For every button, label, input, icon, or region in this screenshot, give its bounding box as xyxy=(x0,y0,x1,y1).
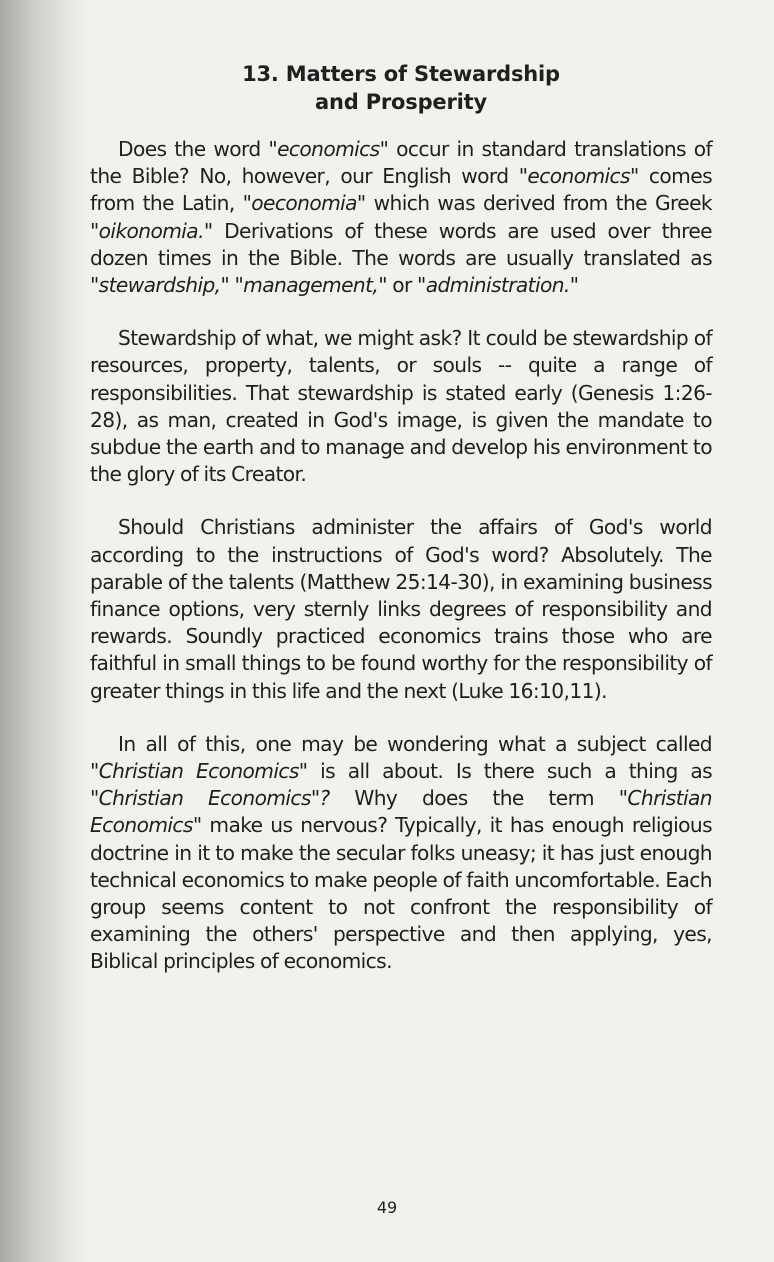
italic-run: "stewardship," "management," xyxy=(90,273,387,298)
text-run: comes from the Latin, xyxy=(90,164,712,216)
text-run: Why does the term xyxy=(329,786,619,811)
italic-run: "Christian Economics" xyxy=(90,786,712,838)
text-run: In all of this, one may be wondering what a subject called " xyxy=(90,731,712,784)
italic-run: "oikonomia." xyxy=(90,218,213,243)
italic-run: "oeconomia" xyxy=(242,191,366,216)
text-run: Derivations of these words are used over three dozen times in the Bible. The words are usually translated as xyxy=(90,218,712,270)
italic-run: "economics" xyxy=(268,137,389,161)
italic-run: "Christian Economics"? xyxy=(90,786,330,811)
text-run: Should Christians administer the affairs of God's world according to the instructions of God's word? Absolutely. The parable of the talents (Matthew 25:14-30), in examining business finance options, very sternly links degrees of responsibility and rewards. Soundly practiced economics trains those who are faithful in small things to be found worthy for the responsibility of greater things in this life and the next (Luke 16:10,11). xyxy=(90,515,712,703)
page-gutter-shadow xyxy=(0,0,90,1262)
text-run: or xyxy=(386,273,418,298)
page-number: 49 xyxy=(376,1198,398,1217)
paragraph-2 xyxy=(90,325,712,488)
chapter-heading-line-2: and Prosperity xyxy=(315,90,487,114)
italic-run: "administration." xyxy=(417,273,579,298)
text-run: which was derived from the Greek xyxy=(365,191,712,216)
paragraph-1 xyxy=(90,136,712,299)
italic-run: "economics" xyxy=(518,164,639,189)
text-run: make us nervous? Typically, it has enough religious doctrine in it to make the secular folks uneasy; it has just enough technical economics to make people of faith uncomfortable. Each group seems content to not confront the responsibility of examining the others' perspective and then applying, yes, Biblical principles of economics. xyxy=(90,813,712,974)
text-run: Stewardship of what, we might ask? It could be stewardship of resources, property, talents, or souls -- quite a range of responsibilities. That stewardship is stated early (Genesis 1:26-28), as man, created in God's image, is given the mandate to subdue the earth and to manage and develop his environment to the glory of its Creator. xyxy=(90,326,712,487)
text-run: occur in standard translations of the Bible? No, however, our English word xyxy=(90,137,712,189)
chapter-heading-line-1: 13. Matters of Stewardship xyxy=(242,62,560,86)
text-run: " is all about. Is there such a thing as xyxy=(298,759,713,784)
book-page xyxy=(90,60,712,1002)
paragraph-3 xyxy=(90,514,712,704)
italic-run: Christian Economics xyxy=(98,759,299,784)
chapter-heading xyxy=(90,60,712,116)
paragraph-4 xyxy=(90,731,712,976)
text-run: Does the word xyxy=(118,137,269,161)
